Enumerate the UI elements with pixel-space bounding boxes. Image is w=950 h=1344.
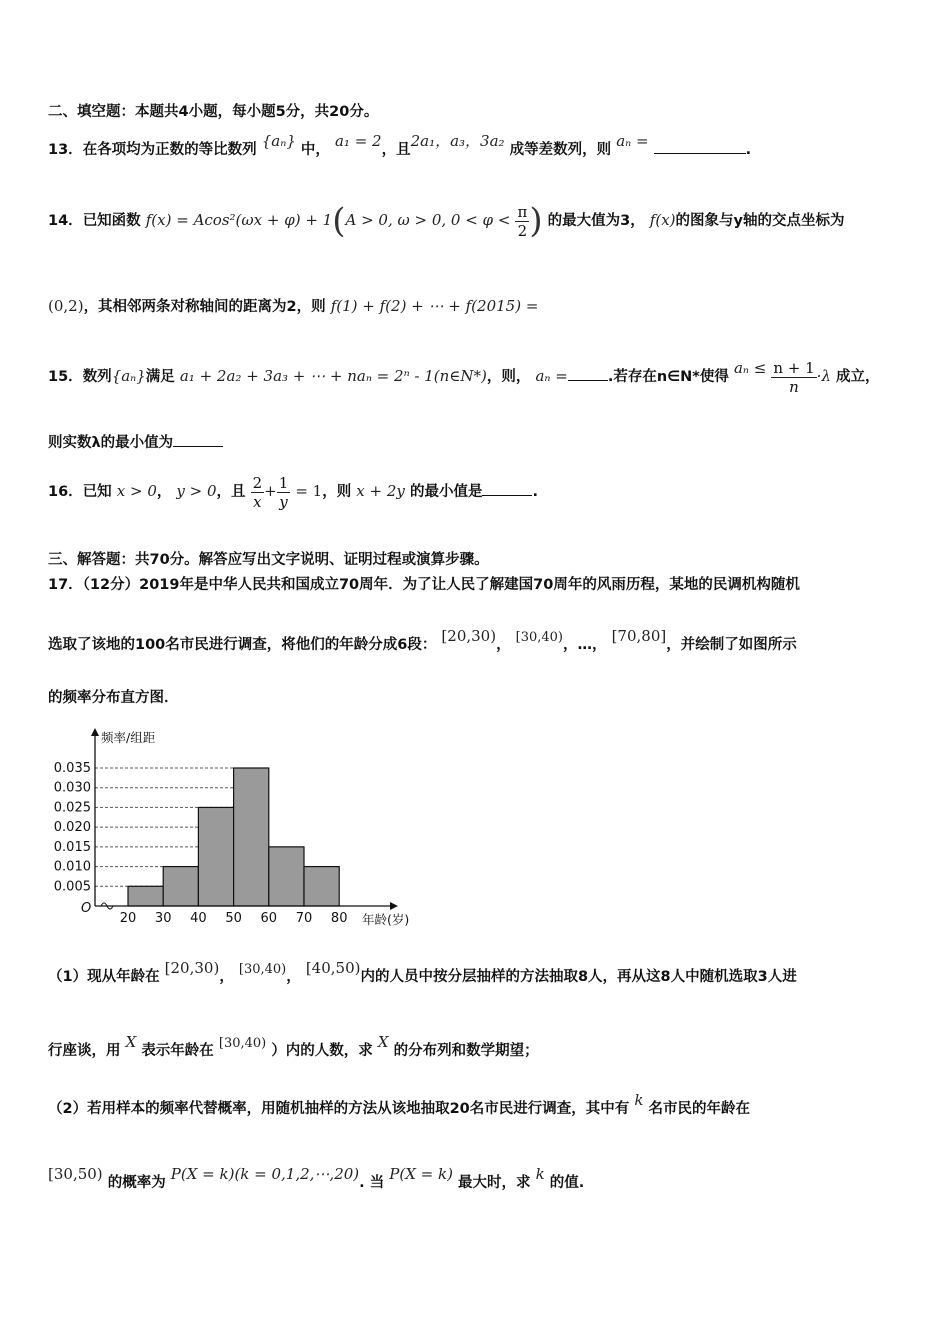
q16-text-5: 的最小值是 bbox=[409, 484, 483, 500]
p1-number: （1） bbox=[48, 969, 88, 985]
q16-text-1: 已知 bbox=[82, 484, 112, 500]
p1-text-2: 内的人员中按分层抽样的方法抽取8人，再从这8人中随机选取3人进 bbox=[360, 969, 797, 985]
q15-text-6: 则实数λ的最小值为 bbox=[48, 435, 174, 451]
q13-answer-blank[interactable] bbox=[654, 139, 746, 154]
q16-expr-y: y > 0 bbox=[176, 482, 217, 500]
part-1-line-1 bbox=[48, 959, 797, 988]
q15-answer-blank-lambda[interactable] bbox=[173, 432, 223, 447]
q14-expr-fx: f(x) bbox=[649, 211, 676, 229]
q17-l2-text-1: 选取了该地的100名市民进行调查，将他们的年龄分成6段： bbox=[48, 637, 437, 653]
q13-expr-terms: 2a₁，a₃，3a₂ bbox=[410, 132, 505, 150]
q16-eq: = 1 bbox=[295, 482, 323, 500]
bar-60-70 bbox=[269, 847, 304, 906]
q15-number: 15． bbox=[48, 369, 83, 385]
q17-sep-1: ， bbox=[496, 637, 511, 653]
q17-interval-30-40: [30,40) bbox=[515, 630, 564, 645]
bar-40-50 bbox=[198, 807, 233, 906]
q14-right-paren: ) bbox=[529, 201, 543, 241]
q16-frac1-num: 2 bbox=[252, 473, 263, 492]
p2-var-k-1: k bbox=[634, 1091, 644, 1109]
bar-30-40 bbox=[163, 867, 198, 906]
p1-l2-text-1: 行座谈，用 bbox=[48, 1043, 121, 1059]
q14-text-1: 已知函数 bbox=[82, 213, 141, 229]
q15-frac-den: n bbox=[789, 377, 799, 396]
q13-text-2: 中， bbox=[300, 142, 330, 158]
q13-number: 13． bbox=[48, 142, 83, 158]
p2-l2-text-4: 的值. bbox=[549, 1175, 585, 1191]
q13-text-4: 成等差数列，则 bbox=[509, 142, 612, 158]
q17-line-3: 的频率分布直方图． bbox=[48, 690, 179, 706]
q16-text-3: ，且 bbox=[216, 484, 246, 500]
part-2-line-1 bbox=[48, 1091, 750, 1119]
q16-frac2-den: y bbox=[279, 492, 288, 511]
q16-text-4: ，则 bbox=[322, 484, 352, 500]
q15-answer-blank-an[interactable] bbox=[568, 366, 608, 381]
q15-expr-sequence: {aₙ} bbox=[111, 367, 146, 385]
bar-20-30 bbox=[128, 886, 163, 906]
bar-50-60 bbox=[234, 768, 269, 906]
x-tick-label: 70 bbox=[295, 911, 313, 926]
q15-expr-ineq: aₙ ≤ bbox=[733, 359, 767, 377]
section-2-title: 二、填空题：本题共4小题，每小题5分，共20分。 bbox=[48, 104, 379, 120]
q17-interval-20-30: [20,30) bbox=[441, 627, 497, 645]
q15-text-5: 成立， bbox=[836, 369, 880, 385]
q13-end: . bbox=[745, 142, 752, 158]
q15-frac-num: n + 1 bbox=[773, 358, 815, 377]
section-3-heading bbox=[48, 550, 489, 570]
q16-plus: + bbox=[264, 482, 277, 500]
q13-expr-an: aₙ = bbox=[616, 132, 649, 150]
q15-text-2: 满足 bbox=[145, 369, 175, 385]
y-axis-arrow bbox=[91, 728, 99, 736]
section-3-title: 三、解答题：共70分。解答应写出文字说明、证明过程或演算步骤。 bbox=[48, 552, 489, 568]
question-17-line-3 bbox=[48, 688, 179, 708]
section-2-heading bbox=[48, 102, 378, 122]
x-axis-title: 年龄(岁) bbox=[362, 912, 410, 927]
q14-number: 14． bbox=[48, 213, 83, 229]
x-tick-label: 80 bbox=[330, 911, 348, 926]
p1-text-1: 现从年龄在 bbox=[87, 969, 160, 985]
q14-frac-den: 2 bbox=[517, 221, 528, 240]
question-16 bbox=[48, 466, 538, 517]
y-tick-label: 0.035 bbox=[53, 761, 91, 776]
y-tick-label: 0.020 bbox=[53, 820, 91, 836]
q16-expr-target: x + 2y bbox=[356, 482, 405, 500]
x-axis-arrow bbox=[390, 902, 398, 910]
p2-expr-prob-max: P(X = k) bbox=[389, 1165, 453, 1183]
q14-frac-num: π bbox=[517, 202, 528, 221]
q14-text-2: 的最大值为3， bbox=[547, 213, 645, 229]
q16-expr-x: x > 0 bbox=[116, 482, 157, 500]
q17-l2-text-2: ，并绘制了如图所示 bbox=[666, 637, 797, 653]
p2-text-1: 若用样本的频率代替概率，用随机抽样的方法从该地抽取20名市民进行调查，其中有 bbox=[87, 1101, 630, 1117]
q13-text-1: 在各项均为正数的等比数列 bbox=[82, 142, 257, 158]
p1-interval-20-30: [20,30) bbox=[164, 959, 220, 977]
q13-expr-a1: a₁ = 2 bbox=[334, 132, 382, 150]
question-14 bbox=[48, 192, 844, 249]
q16-fraction-1y bbox=[277, 474, 291, 511]
p2-expr-prob: P(X = k)(k = 0,1,2,⋯,20) bbox=[170, 1165, 360, 1183]
frequency-histogram bbox=[40, 726, 440, 936]
p1-l2-text-2: 表示年龄在 bbox=[141, 1043, 214, 1059]
p1-sep-2: ， bbox=[286, 969, 301, 985]
q14-text-3: 的图象与y轴的交点坐标为 bbox=[675, 213, 845, 229]
part-2-line-2 bbox=[48, 1165, 585, 1193]
q17-interval-70-80: [70,80] bbox=[611, 627, 667, 645]
q13-text-3: ，且 bbox=[381, 142, 411, 158]
question-14-line-2 bbox=[48, 296, 538, 317]
q14-expr-condition: A > 0, ω > 0, 0 < φ < bbox=[345, 211, 511, 229]
p1-interval-40-50: [40,50) bbox=[305, 959, 361, 977]
x-tick-label: 20 bbox=[119, 911, 137, 926]
q14-expr-function: f(x) = Acos²(ωx + φ) + 1 bbox=[145, 211, 333, 229]
q16-frac2-num: 1 bbox=[278, 473, 289, 492]
p1-l2-interval: [30,40) bbox=[218, 1036, 267, 1051]
question-15 bbox=[48, 350, 880, 403]
p1-interval-30-40: [30,40) bbox=[238, 962, 287, 977]
p1-var-x-1: X bbox=[125, 1033, 137, 1051]
q14-left-paren: ( bbox=[332, 201, 346, 241]
q15-expr-lambda: ·λ bbox=[816, 367, 831, 385]
p1-sep-1: ， bbox=[219, 969, 234, 985]
q14-text-4: ，其相邻两条对称轴间的距离为2，则 bbox=[83, 299, 326, 315]
bar-70-80 bbox=[304, 867, 339, 906]
x-tick-label: 40 bbox=[190, 911, 207, 926]
q15-text-4: .若存在n∈N*使得 bbox=[607, 369, 729, 385]
p1-var-x-2: X bbox=[377, 1033, 389, 1051]
q17-sep-2: ，…， bbox=[563, 637, 607, 653]
p2-l2-text-2: . 当 bbox=[359, 1175, 385, 1191]
q17-line-1: 17．（12分）2019年是中华人民共和国成立70周年．为了让人民了解建国70周年的风雨历程，某地的民调机构随机 bbox=[48, 577, 800, 593]
q16-fraction-2x bbox=[251, 474, 265, 511]
q14-expr-sum: f(1) + f(2) + ⋯ + f(2015) = bbox=[330, 297, 539, 315]
p1-l2-text-4: 的分布列和数学期望； bbox=[393, 1043, 539, 1059]
q15-fraction bbox=[771, 359, 816, 396]
y-tick-label: 0.030 bbox=[53, 780, 91, 796]
part-1-line-2 bbox=[48, 1033, 539, 1062]
q15-text-1: 数列 bbox=[82, 369, 112, 385]
question-17-line-2 bbox=[48, 627, 797, 656]
y-tick-label: 0.025 bbox=[53, 800, 91, 816]
q15-expr-an: aₙ = bbox=[535, 367, 568, 385]
question-13 bbox=[48, 132, 752, 160]
p2-l2-text-1: 的概率为 bbox=[107, 1175, 166, 1191]
x-tick-label: 30 bbox=[154, 911, 172, 926]
question-17-line-1 bbox=[48, 575, 800, 595]
y-tick-label: 0.010 bbox=[53, 859, 91, 875]
y-tick-label: 0.015 bbox=[53, 839, 91, 855]
q13-expr-sequence: {aₙ} bbox=[261, 132, 296, 150]
p2-interval-30-50: [30,50) bbox=[48, 1165, 103, 1183]
p2-var-k-2: k bbox=[535, 1165, 545, 1183]
q16-end: . bbox=[532, 484, 538, 500]
p2-l2-text-3: 最大时，求 bbox=[458, 1175, 531, 1191]
question-15-line-2 bbox=[48, 432, 223, 453]
q14-expr-point: (0,2) bbox=[48, 297, 84, 315]
q16-number: 16． bbox=[48, 484, 83, 500]
y-tick-label: 0.005 bbox=[53, 879, 91, 895]
q16-text-2: ， bbox=[156, 484, 172, 500]
p2-text-2: 名市民的年龄在 bbox=[648, 1101, 750, 1117]
q16-frac1-den: x bbox=[253, 492, 262, 511]
q15-text-3: ，则， bbox=[486, 369, 531, 385]
p1-l2-text-3: ）内的人数，求 bbox=[271, 1043, 373, 1059]
p2-number: （2） bbox=[48, 1101, 88, 1117]
x-tick-label: 60 bbox=[260, 911, 278, 926]
x-tick-label: 50 bbox=[225, 911, 242, 926]
q14-fraction-pi-2 bbox=[515, 203, 529, 240]
q15-expr-sum: a₁ + 2a₂ + 3a₃ + ⋯ + naₙ = 2ⁿ - 1(n∈N*) bbox=[179, 367, 487, 385]
q16-answer-blank[interactable] bbox=[482, 481, 532, 496]
origin-label: O bbox=[81, 901, 92, 916]
y-axis-title: 频率/组距 bbox=[101, 730, 156, 745]
